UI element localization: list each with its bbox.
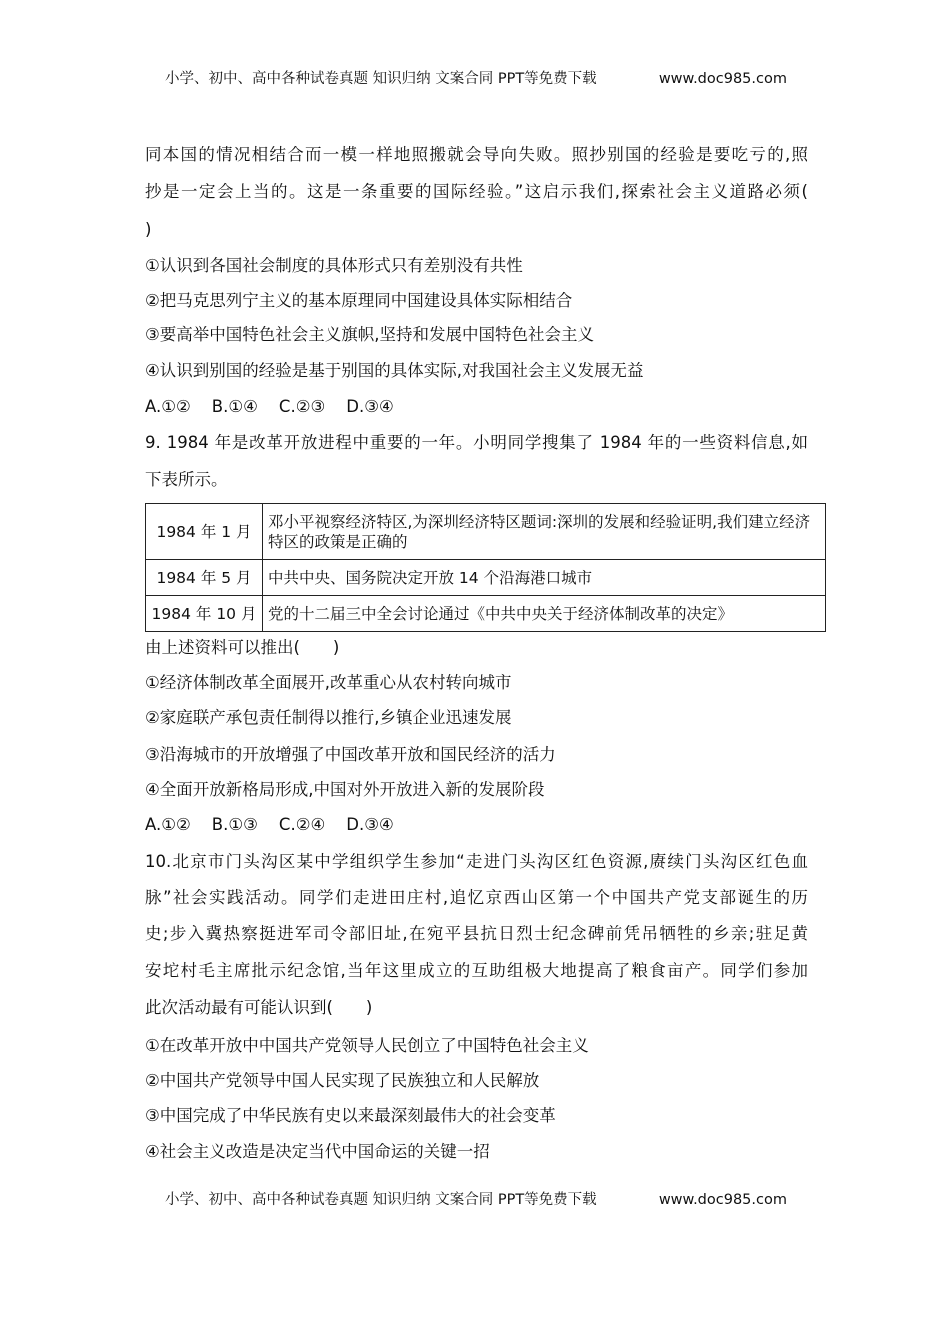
q10-line: 10.北京市门头沟区某中学组织学生参加“走进门头沟区红色资源,赓续门头沟区红色血: [145, 852, 808, 871]
page-footer: [165, 1190, 787, 1210]
q9-option: ①经济体制改革全面展开,改革重心从农村转向城市: [145, 673, 512, 692]
q8-option: ①认识到各国社会制度的具体形式只有差别没有共性: [145, 256, 523, 275]
q10-line: 史;步入冀热察挺进军司令部旧址,在宛平县抗日烈士纪念碑前凭吊牺牲的乡亲;驻足黄: [145, 924, 808, 943]
q10-line: 脉”社会实践活动。同学们走进田庄村,追忆京西山区第一个中国共产党支部诞生的历: [145, 888, 808, 907]
q8-option: ④认识到别国的经验是基于别国的具体实际,对我国社会主义发展无益: [145, 361, 644, 380]
table-event: 党的十二届三中全会讨论通过《中共中央关于经济体制改革的决定》: [263, 596, 826, 632]
q10-option: ④社会主义改造是决定当代中国命运的关键一招: [145, 1142, 490, 1161]
table-row: [146, 560, 826, 596]
q10-line: 此次活动最有可能认识到( ): [145, 998, 373, 1017]
table-date: 1984 年 5 月: [146, 560, 263, 596]
table-event: 邓小平视察经济特区,为深圳经济特区题词:深圳的发展和经验证明,我们建立经济特区的政策是正确的: [263, 504, 826, 560]
footer-text: 小学、初中、高中各种试卷真题 知识归纳 文案合同 PPT等免费下载: [165, 1192, 597, 1208]
footer-url: www.doc985.com: [658, 1192, 787, 1208]
q8-line: 同本国的情况相结合而一模一样地照搬就会导向失败。照抄别国的经验是要吃亏的,照: [145, 145, 808, 164]
header-text: 小学、初中、高中各种试卷真题 知识归纳 文案合同 PPT等免费下载: [165, 71, 597, 87]
header-url: www.doc985.com: [658, 71, 787, 87]
q9-option: ②家庭联产承包责任制得以推行,乡镇企业迅速发展: [145, 708, 512, 727]
q10-option: ②中国共产党领导中国人民实现了民族独立和人民解放: [145, 1071, 540, 1090]
q9-table: [145, 503, 826, 632]
q9-line: 9. 1984 年是改革开放进程中重要的一年。小明同学搜集了 1984 年的一些资料信息,如: [145, 433, 808, 452]
q8-option: ②把马克思列宁主义的基本原理同中国建设具体实际相结合: [145, 291, 573, 310]
q10-option: ③中国完成了中华民族有史以来最深刻最伟大的社会变革: [145, 1106, 556, 1125]
q10-line: 安坨村毛主席批示纪念馆,当年这里成立的互助组极大地提高了粮食亩产。同学们参加: [145, 961, 808, 980]
q9-prompt: 由上述资料可以推出( ): [145, 638, 340, 657]
table-date: 1984 年 10 月: [146, 596, 263, 632]
q8-line: ): [145, 220, 152, 239]
q8-choices: A.①② B.①④ C.②③ D.③④: [145, 397, 394, 416]
table-date: 1984 年 1 月: [146, 504, 263, 560]
q10-option: ①在改革开放中中国共产党领导人民创立了中国特色社会主义: [145, 1036, 589, 1055]
table-row: [146, 596, 826, 632]
table-row: [146, 504, 826, 560]
q9-option: ④全面开放新格局形成,中国对外开放进入新的发展阶段: [145, 780, 545, 799]
q9-choices: A.①② B.①③ C.②④ D.③④: [145, 815, 394, 834]
table-event: 中共中央、国务院决定开放 14 个沿海港口城市: [263, 560, 826, 596]
q8-option: ③要高举中国特色社会主义旗帜,坚持和发展中国特色社会主义: [145, 325, 595, 344]
q9-option: ③沿海城市的开放增强了中国改革开放和国民经济的活力: [145, 745, 556, 764]
q9-line: 下表所示。: [145, 470, 228, 489]
q8-line: 抄是一定会上当的。这是一条重要的国际经验。”这启示我们,探索社会主义道路必须(: [145, 182, 808, 201]
page-header: [165, 69, 787, 89]
